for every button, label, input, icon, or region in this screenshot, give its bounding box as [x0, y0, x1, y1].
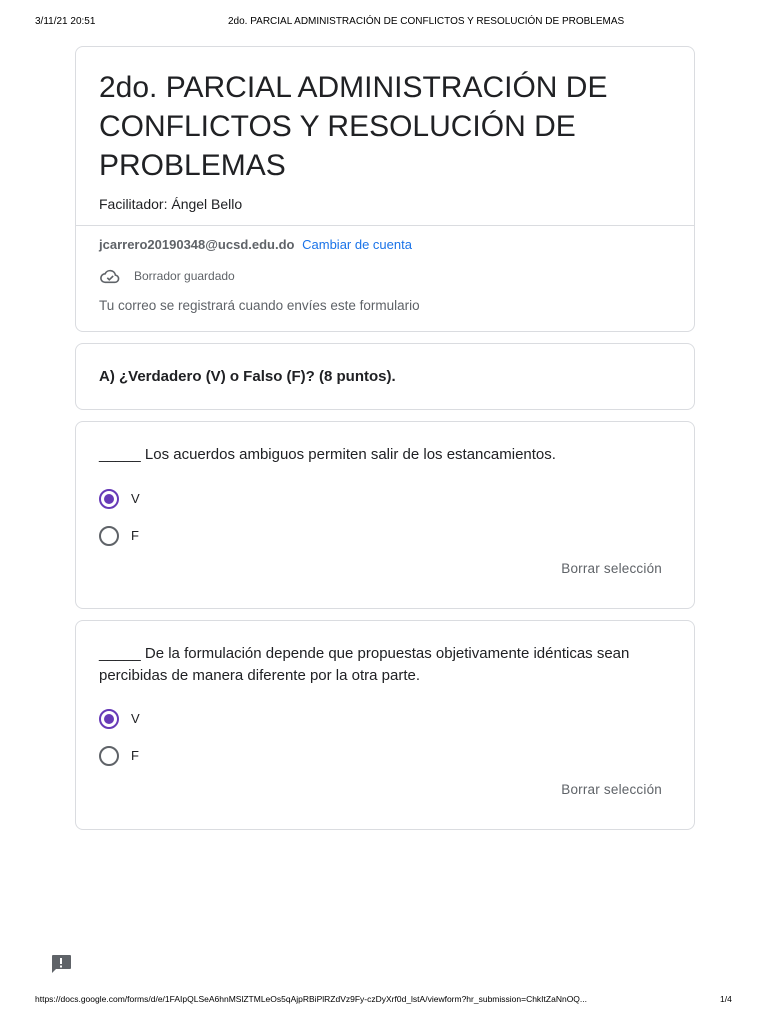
option-label: V: [131, 711, 140, 726]
form-title: 2do. PARCIAL ADMINISTRACIÓN DE CONFLICTOS Y RESOLUCIÓN DE PROBLEMAS: [99, 71, 608, 182]
option-f[interactable]: [99, 526, 219, 548]
radio-button[interactable]: [99, 746, 119, 766]
print-title: 2do. PARCIAL ADMINISTRACIÓN DE CONFLICTOS Y RESOLUCIÓN DE PROBLEMAS: [228, 16, 625, 27]
print-url: https://docs.google.com/forms/d/e/1FAIpQLSeA6hnMSlZTMLeOs5qAjpRBiPlRZdVz9Fy-czDyXrf0d_lstA/viewform?hr_submission=ChkItZaNnOQ...: [35, 994, 588, 1004]
page-number: 1/4: [720, 994, 732, 1004]
form-header-card: [75, 46, 695, 332]
feedback-icon[interactable]: [50, 954, 72, 974]
radio-button[interactable]: [99, 526, 119, 546]
radio-button-selected[interactable]: [99, 489, 119, 509]
clear-selection-button[interactable]: Borrar selección: [561, 782, 662, 797]
switch-account-link[interactable]: Cambiar de cuenta: [302, 237, 412, 252]
option-label: F: [131, 748, 139, 763]
radio-button-selected[interactable]: [99, 709, 119, 729]
question-card-1: [75, 421, 695, 609]
question-card-2: [75, 620, 695, 830]
question-text: _____ Los acuerdos ambiguos permiten salir de los estancamientos.: [99, 446, 556, 463]
option-label: V: [131, 491, 140, 506]
option-f[interactable]: [99, 746, 219, 768]
header-divider: [76, 225, 694, 226]
form-description: Facilitador: Ángel Bello: [99, 196, 243, 212]
draft-status-text: Borrador guardado: [134, 269, 235, 283]
account-email: jcarrero20190348@ucsd.edu.do: [99, 237, 295, 252]
section-header-card: [75, 343, 695, 410]
email-notice: Tu correo se registrará cuando envíes este formulario: [99, 298, 420, 313]
clear-selection-button[interactable]: Borrar selección: [561, 561, 662, 576]
cloud-check-icon: [99, 267, 121, 285]
option-v[interactable]: [99, 489, 219, 511]
print-datetime: 3/11/21 20:51: [35, 16, 96, 27]
print-footer: [0, 994, 768, 1008]
option-label: F: [131, 528, 139, 543]
print-header: [0, 16, 768, 30]
section-title: A) ¿Verdadero (V) o Falso (F)? (8 puntos).: [99, 368, 396, 385]
question-text: _____ De la formulación depende que propuestas objetivamente idénticas sean percibidas de manera diferente por la otra parte.: [99, 645, 630, 684]
account-line: [99, 237, 412, 252]
option-v[interactable]: [99, 709, 219, 731]
